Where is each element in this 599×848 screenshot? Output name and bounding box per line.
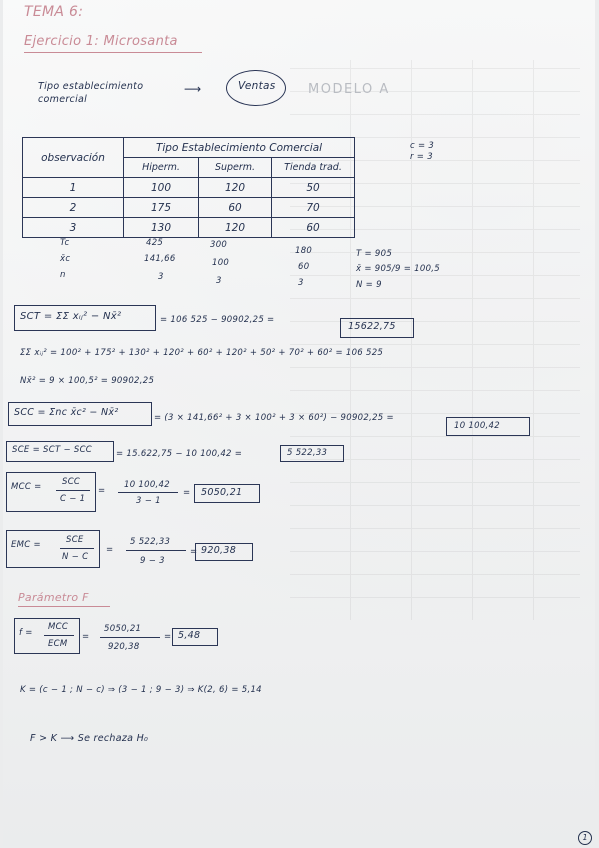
- col-hiperm: Hiperm.: [124, 158, 199, 178]
- stat-label: Tc: [60, 238, 70, 248]
- tipo-label: Tipo establecimiento comercial: [38, 81, 144, 105]
- f-calc-num: 5050,21: [104, 624, 142, 634]
- total-T: T = 905: [356, 249, 393, 259]
- scc-result: 10 100,42: [454, 421, 500, 431]
- sct-formula: SCT = ΣΣ xᵢⱼ² − Nx̄²: [20, 311, 122, 322]
- cell-value: 120: [199, 178, 272, 198]
- f-num: MCC: [48, 622, 69, 632]
- equals: =: [98, 486, 106, 496]
- ejercicio-heading: Ejercicio 1: Microsanta: [24, 34, 178, 49]
- mcc-den: C − 1: [60, 494, 86, 504]
- stat-value: 100: [212, 258, 230, 268]
- param-underline: [18, 606, 110, 607]
- fraction-bar: [56, 490, 90, 491]
- scc-formula: SCC = Σnc x̄c² − Nx̄²: [14, 407, 119, 418]
- stat-value: 141,66: [144, 254, 176, 264]
- mcc-calc-num: 10 100,42: [124, 480, 170, 490]
- total-N: N = 9: [356, 280, 382, 290]
- param-title: Parámetro F: [18, 591, 89, 604]
- row-obs: 3: [23, 218, 124, 238]
- observation-table: [22, 137, 355, 238]
- stat-label: x̄c: [60, 254, 71, 264]
- equals: =: [183, 488, 191, 498]
- fraction-bar: [60, 548, 94, 549]
- conclusion: F > K ⟶ Se rechaza H₀: [30, 733, 149, 744]
- cell-value: 120: [199, 218, 272, 238]
- sum-squares-line: ΣΣ xᵢⱼ² = 100² + 175² + 130² + 120² + 60² + 120² + 50² + 70² + 60² = 106 525: [20, 348, 384, 358]
- cell-value: 100: [124, 178, 199, 198]
- tema-heading: TEMA 6:: [24, 4, 84, 20]
- mcc-calc-den: 3 − 1: [136, 496, 161, 506]
- row-obs: 2: [23, 198, 124, 218]
- fraction-bar: [100, 637, 160, 638]
- stat-value: 60: [298, 262, 310, 272]
- emc-calc-den: 9 − 3: [140, 556, 165, 566]
- fraction-bar: [118, 492, 178, 493]
- sct-result: 15622,75: [348, 321, 396, 332]
- cell-value: 60: [272, 218, 355, 238]
- mcc-label: MCC =: [11, 482, 42, 492]
- page-number: 1: [578, 831, 592, 845]
- ventas-label: Ventas: [238, 80, 276, 92]
- table-row: [23, 198, 355, 218]
- arrow-icon: ⟶: [184, 82, 202, 96]
- sct-equation: = 106 525 − 90902,25 =: [160, 315, 275, 325]
- stat-value: 425: [146, 238, 164, 248]
- f-den: ECM: [48, 639, 68, 649]
- scc-equation: = (3 × 141,66² + 3 × 100² + 3 × 60²) − 90902,25 =: [154, 413, 394, 423]
- cell-value: 70: [272, 198, 355, 218]
- stat-value: 3: [298, 278, 304, 288]
- table-row: [23, 218, 355, 238]
- modelo-label: MODELO A: [308, 82, 390, 97]
- equals: =: [82, 632, 90, 642]
- cell-value: 130: [124, 218, 199, 238]
- emc-result: 920,38: [201, 545, 237, 556]
- grand-mean: x̄ = 905/9 = 100,5: [356, 264, 441, 274]
- cell-value: 175: [124, 198, 199, 218]
- stat-label: n: [60, 270, 66, 280]
- mcc-result: 5050,21: [201, 487, 243, 498]
- sce-formula: SCE = SCT − SCC: [12, 445, 93, 455]
- stat-value: 300: [210, 240, 228, 250]
- cell-value: 60: [199, 198, 272, 218]
- sce-result: 5 522,33: [287, 448, 328, 458]
- fraction-bar: [44, 635, 74, 636]
- stat-value: 3: [158, 272, 164, 282]
- header-tipo: Tipo Establecimiento Comercial: [124, 138, 355, 158]
- nx2-line: Nx̄² = 9 × 100,5² = 90902,25: [20, 376, 155, 386]
- mcc-formula-box: [6, 472, 96, 512]
- emc-num: SCE: [66, 535, 84, 545]
- col-tienda: Tienda trad.: [272, 158, 355, 178]
- col-superm: Superm.: [199, 158, 272, 178]
- emc-calc-num: 5 522,33: [130, 537, 171, 547]
- emc-label: EMC =: [11, 540, 41, 550]
- sce-equation: = 15.622,75 − 10 100,42 =: [116, 449, 243, 459]
- emc-den: N − C: [62, 552, 89, 562]
- header-observacion: observación: [23, 138, 124, 178]
- f-calc-den: 920,38: [108, 642, 140, 652]
- r-value: r = 3: [410, 152, 433, 162]
- row-obs: 1: [23, 178, 124, 198]
- ejercicio-underline: [24, 52, 202, 53]
- equals: =: [106, 545, 114, 555]
- f-label: f =: [19, 628, 33, 638]
- k-line: K = (c − 1 ; N − c) ⇒ (3 − 1 ; 9 − 3) ⇒ K(2, 6) = 5,14: [20, 685, 262, 695]
- table-row: [23, 178, 355, 198]
- c-value: c = 3: [410, 141, 435, 151]
- cell-value: 50: [272, 178, 355, 198]
- fraction-bar: [126, 550, 186, 551]
- f-result: 5,48: [178, 630, 201, 641]
- mcc-num: SCC: [62, 477, 81, 487]
- stat-value: 3: [216, 276, 222, 286]
- equals: =: [164, 632, 172, 642]
- equals: =: [190, 547, 198, 557]
- stat-value: 180: [295, 246, 313, 256]
